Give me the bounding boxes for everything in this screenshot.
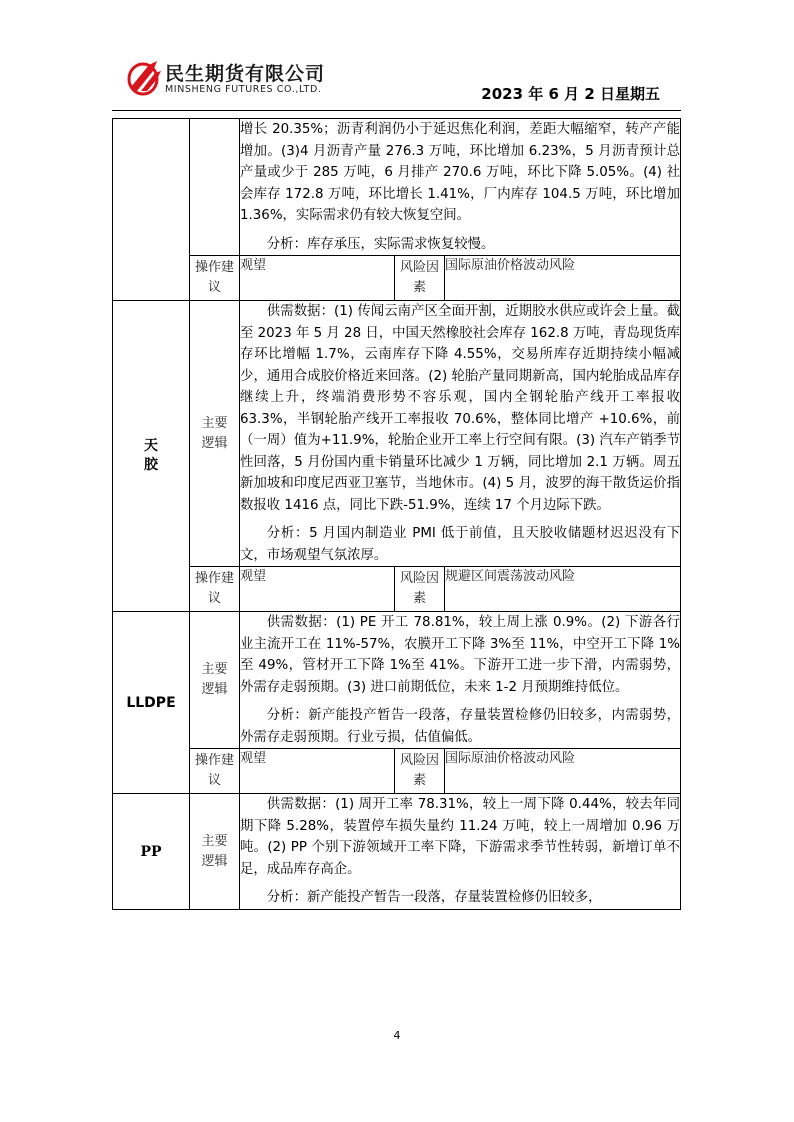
logic-text-cell [240, 794, 681, 910]
table-row-lldpe-logic [113, 612, 681, 749]
logic-text-cell [240, 612, 681, 749]
category-name: LLDPE [126, 694, 176, 711]
risk-label: 风险因素 [395, 567, 445, 612]
analysis-paragraph: 分析：新产能投产暂告一段落，存量装置检修仍旧较多， [266, 890, 602, 905]
analysis-paragraph: 分析：5 月国内制造业 PMI 低于前值，且天胶收储题材迟迟没有下文，市场观望气氛浓厚。 [240, 526, 680, 563]
logic-label-text: 主要逻辑 [201, 833, 228, 869]
company-name-cn: 民生期货有限公司 [165, 63, 326, 85]
minsheng-logo-icon [127, 57, 163, 97]
supply-demand-paragraph: 供需数据：(1) PE 开工 78.81%，较上周上涨 0.9%。(2) 下游各行业主流开工在 11%-57%，农膜开工下降 3%至 11%，中空开工下降 1%至 49%，管材开工下降 1%至 41%。下游开工进一步下滑，内需弱势，外需存走弱预期。(3) 进口前期低位，未来 1-2 月预期维持低位。 [240, 615, 680, 695]
logic-label-cell [190, 119, 240, 256]
analysis-paragraph: 分析：库存承压，实际需求恢复较慢。 [266, 236, 495, 252]
op-label: 操作建议 [190, 749, 240, 794]
table-row-rubber-op [113, 567, 681, 612]
logic-label [190, 612, 240, 749]
logic-label [190, 794, 240, 910]
company-logo [127, 57, 367, 101]
risk-label: 风险因素 [395, 256, 445, 301]
page-number: 4 [393, 1029, 401, 1042]
header-divider [112, 110, 681, 111]
company-name-en: MINSHENG FUTURES CO.,LTD. [165, 84, 322, 95]
category-name: PP [140, 843, 162, 860]
table-row-asphalt-logic [113, 119, 681, 256]
risk-value: 国际原油价格波动风险 [445, 749, 681, 794]
category-cell-pp [113, 794, 190, 910]
risk-label: 风险因素 [395, 749, 445, 794]
category-name: 天胶 [144, 438, 158, 473]
analysis-paragraph: 分析：新产能投产暂告一段落，存量装置检修仍旧较多，内需弱势，外需存走弱预期。行业亏损，估值偏低。 [240, 708, 680, 745]
op-value: 观望 [240, 256, 395, 301]
logic-paragraph: 增长 20.35%；沥青利润仍小于延迟焦化利润，差距大幅缩窄，转产产能增加。(3)4 月沥青产量 276.3 万吨，环比增加 6.23%，5 月沥青预计总产量或少于 285 万吨，6 月排产 270.6 万吨，环比下降 5.05%。(4) 社会库存 172.8 万吨，环比增长 1.41%，厂内库存 104.5 万吨，环比增加 1.36%，实际需求仍有较大恢复空间。 [240, 122, 680, 223]
table-row-lldpe-op [113, 749, 681, 794]
report-date: 2023 年 6 月 2 日星期五 [481, 85, 660, 103]
logic-label-text: 主要逻辑 [201, 662, 228, 697]
risk-value: 国际原油价格波动风险 [445, 256, 681, 301]
commodity-table [112, 118, 681, 910]
op-value: 观望 [240, 567, 395, 612]
category-cell-lldpe [113, 612, 190, 794]
table-row-pp-logic [113, 794, 681, 910]
logic-text-cell [240, 301, 681, 567]
category-cell-rubber [113, 301, 190, 612]
op-label: 操作建议 [190, 256, 240, 301]
category-cell-asphalt [113, 119, 190, 301]
logic-text-cell [240, 119, 681, 256]
supply-demand-paragraph: 供需数据：(1) 传闻云南产区全面开割，近期胶水供应或许会上量。截至 2023 年 5 月 28 日，中国天然橡胶社会库存 162.8 万吨，青岛现货库存环比增幅 1.7%，云南库存下降 4.55%，交易所库存近期持续小幅减少，通用合成胶价格近来回落。(2) 轮胎产量同期新高，国内轮胎成品库存继续上升，终端消费形势不容乐观，国内全钢轮胎产线开工率报收 63.3%，半钢轮胎产线开工率报收 70.6%，整体同比增产 +10.6%，前（一周）值为+11.9%，轮胎企业开工率上行空间有限。(3) 汽车产销季节性回落，5 月份国内重卡销量环比减少 1 万辆，同比增加 2.1 万辆。周五新加坡和印度尼西亚卫塞节，当地休市。(4) 5 月，波罗的海干散货运价指数报收 1416 点，同比下跌-51.9%，连续 17 个月边际下跌。 [240, 304, 681, 513]
risk-value: 规避区间震荡波动风险 [445, 567, 681, 612]
logic-label [190, 301, 240, 567]
table-row-rubber-logic [113, 301, 681, 567]
op-label: 操作建议 [190, 567, 240, 612]
op-value: 观望 [240, 749, 395, 794]
logic-label-text: 主要逻辑 [201, 415, 228, 451]
supply-demand-paragraph: 供需数据：(1) 周开工率 78.31%，较上一周下降 0.44%，较去年同期下降 5.28%，装置停车损失量约 11.24 万吨，较上一周增加 0.96 万吨。(2) PP 个别下游领域开工率下降，下游需求季节性转弱，新增订单不足，成品库存高企。 [240, 797, 680, 877]
table-row-asphalt-op [113, 256, 681, 301]
